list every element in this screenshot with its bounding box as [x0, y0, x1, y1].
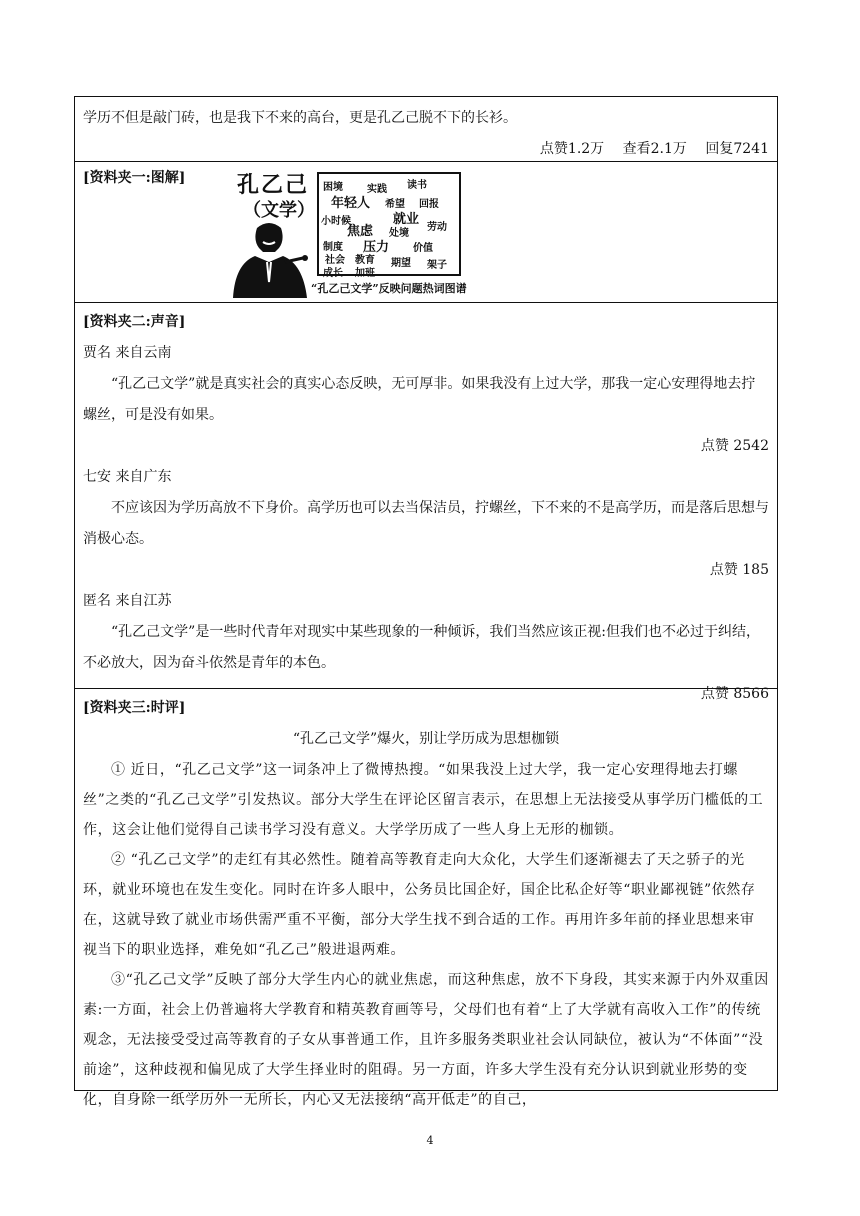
quote-row [75, 97, 777, 162]
keyword: 就业 [393, 212, 420, 227]
comment-likes: 点赞 8566 [700, 686, 769, 702]
keyword: 处境 [389, 228, 409, 239]
word-cloud-figure [225, 166, 555, 296]
comment-author: 七安 来自广东 [83, 469, 172, 485]
page-number: 4 [426, 1134, 434, 1147]
keyword: 困境 [323, 182, 343, 193]
keyword: 加班 [355, 268, 375, 279]
keyword: 教育 [355, 255, 375, 266]
comment-author: 贾名 来自云南 [83, 345, 172, 361]
comment-likes: 点赞 185 [709, 562, 769, 578]
comment-author: 匿名 来自江苏 [83, 593, 172, 609]
keyword: 回报 [419, 199, 439, 210]
folder-three-label: [资料夹三:时评] [83, 700, 186, 716]
quote-stats [83, 134, 769, 165]
folder-three-row [75, 689, 777, 1108]
material-table [74, 96, 778, 1108]
likes-count: 点赞1.2万 [539, 141, 605, 157]
word-cloud-caption: “孔乙己文学”反映问题热词图谱 [311, 282, 467, 295]
article-paragraph: ② “孔乙己文学”的走红有其必然性。随着高等教育走向大众化，大学生们逐渐褪去了天之骄子的光环，就业环境也在发生变化。同时在许多人眼中，公务员比国企好，国企比私企好等“职业鄙视链”依然存在，这就导致了就业市场供需严重不平衡，部分大学生找不到合适的工作。再用许多年前的择业思想来审视当下的职业选择，难免如“孔乙己”般进退两难。 [83, 852, 756, 958]
article-paragraph: ③“孔乙己文学”反映了部分大学生内心的就业焦虑，而这种焦虑，放不下身段，其实来源于内外双重因素:一方面，社会上仍普遍将大学教育和精英教育画等号，父母们也有着“上了大学就有高收入工作”的传统观念，无法接受受过高等教育的子女从事普通工作，且许多服务类职业社会认同缺位，被认为“不体面”“没前途”，这种歧视和偏见成了大学生择业时的阻碍。另一方面，许多大学生没有充分认识到就业形势的变化，自身除一纸学历外一无所长，内心又无法接纳“高开低走”的自己， [83, 972, 769, 1108]
keyword: 压力 [363, 240, 390, 255]
keyword: 读书 [407, 180, 427, 191]
portrait-silhouette-icon [227, 218, 313, 298]
quote-text: 学历不但是敲门砖，也是我下不来的高台，更是孔乙己脱不下的长衫。 [83, 110, 517, 126]
comment-text: “孔乙己文学”就是真实社会的真实心态反映，无可厚非。如果我没有上过大学，那我一定心安理得地去拧螺丝，可是没有如果。 [83, 376, 756, 423]
keyword: 架子 [427, 260, 447, 271]
keyword-map [317, 172, 461, 279]
comment-item [83, 338, 769, 462]
portrait-subtitle: （文学） [243, 200, 315, 221]
comment-text: 不应该因为学历高放不下身价。高学历也可以去当保洁员，拧螺丝，下不来的不是高学历，而是落后思想与消极心态。 [83, 500, 769, 547]
portrait-title: 孔乙己 [237, 172, 310, 198]
keyword: 社会 [325, 255, 345, 266]
folder-two-row [75, 303, 777, 702]
folder-one-row [75, 162, 777, 303]
comment-text: “孔乙己文学”是一些时代青年对现实中某些现象的一种倾诉，我们当然应该正视:但我们也不必过于纠结，不必放大，因为奋斗依然是青年的本色。 [83, 624, 761, 671]
keyword: 价值 [413, 243, 433, 254]
folder-one-label: [资料夹一:图解] [83, 170, 186, 186]
keyword: 成长 [323, 268, 343, 279]
comment-item [83, 462, 769, 586]
keyword: 劳动 [427, 222, 447, 233]
comment-likes: 点赞 2542 [700, 438, 769, 454]
replies-count: 回复7241 [705, 141, 769, 157]
keyword: 期望 [391, 258, 411, 269]
article-body [83, 755, 769, 1115]
views-count: 查看2.1万 [622, 141, 687, 157]
article-paragraph: ① 近日，“孔乙己文学”这一词条冲上了微博热搜。“如果我没上过大学，我一定心安理得地去打螺丝”之类的“孔乙己文学”引发热议。部分大学生在评论区留言表示，在思想上无法接受从事学历门槛低的工作，这会让他们觉得自己读书学习没有意义。大学学历成了一些人身上无形的枷锁。 [83, 762, 764, 838]
keyword: 小时候 [321, 216, 351, 227]
keyword: 焦虑 [347, 224, 374, 239]
keyword: 实践 [367, 184, 387, 195]
keyword: 希望 [385, 199, 405, 210]
keyword: 制度 [323, 242, 343, 253]
article-title: “孔乙己文学”爆火，别让学历成为思想枷锁 [292, 731, 560, 747]
keyword: 年轻人 [331, 196, 371, 211]
folder-two-label: [资料夹二:声音] [83, 314, 186, 330]
